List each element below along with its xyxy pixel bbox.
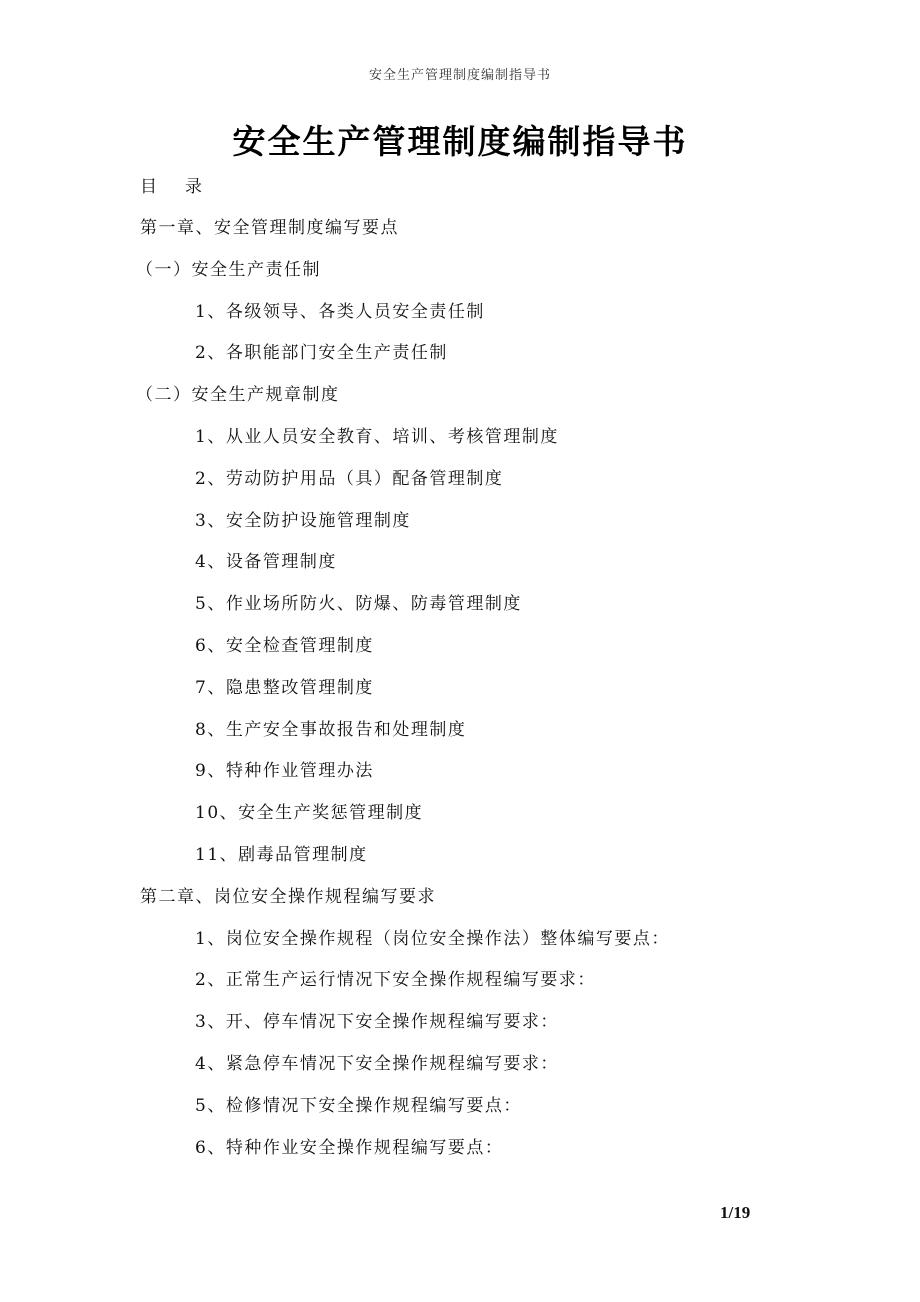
toc-item: 2、各职能部门安全生产责任制 <box>195 343 448 364</box>
toc-item: 11、剧毒品管理制度 <box>195 845 368 865</box>
document-title: 安全生产管理制度编制指导书 <box>232 122 688 161</box>
toc-item: 7、隐患整改管理制度 <box>195 677 374 698</box>
toc-item: 3、开、停车情况下安全操作规程编写要求： <box>195 1012 559 1033</box>
toc-section: （一）安全生产责任制 <box>136 259 321 280</box>
toc-item: 5、作业场所防火、防爆、防毒管理制度 <box>195 594 522 615</box>
toc-item: 9、特种作业管理办法 <box>195 761 374 782</box>
page-number: 1/19 <box>720 1203 751 1222</box>
toc-item: 4、紧急停车情况下安全操作规程编写要求： <box>195 1054 559 1074</box>
toc-item: 3、安全防护设施管理制度 <box>195 510 411 531</box>
toc-item: 1、从业人员安全教育、培训、考核管理制度 <box>195 427 559 447</box>
toc-heading-char-2: 录 <box>185 177 202 197</box>
toc-item: 5、检修情况下安全操作规程编写要点： <box>195 1095 522 1116</box>
toc-heading-char-1: 目 <box>140 177 157 197</box>
toc-item: 1、各级领导、各类人员安全责任制 <box>195 301 485 322</box>
toc-chapter: 第二章、岗位安全操作规程编写要求 <box>140 886 436 907</box>
toc-item: 6、特种作业安全操作规程编写要点： <box>195 1137 504 1158</box>
toc-item: 1、岗位安全操作规程（岗位安全操作法）整体编写要点： <box>195 928 670 949</box>
toc-chapter: 第一章、安全管理制度编写要点 <box>140 218 399 238</box>
toc-item: 2、劳动防护用品（具）配备管理制度 <box>195 468 504 489</box>
toc-section: （二）安全生产规章制度 <box>136 385 340 406</box>
running-header: 安全生产管理制度编制指导书 <box>368 68 551 83</box>
toc-heading <box>140 174 202 200</box>
toc-item: 6、安全检查管理制度 <box>195 636 374 656</box>
toc-item: 4、设备管理制度 <box>195 552 337 573</box>
toc-item: 10、安全生产奖惩管理制度 <box>195 803 424 824</box>
toc-item: 2、正常生产运行情况下安全操作规程编写要求： <box>195 970 596 991</box>
toc-item: 8、生产安全事故报告和处理制度 <box>195 719 467 740</box>
